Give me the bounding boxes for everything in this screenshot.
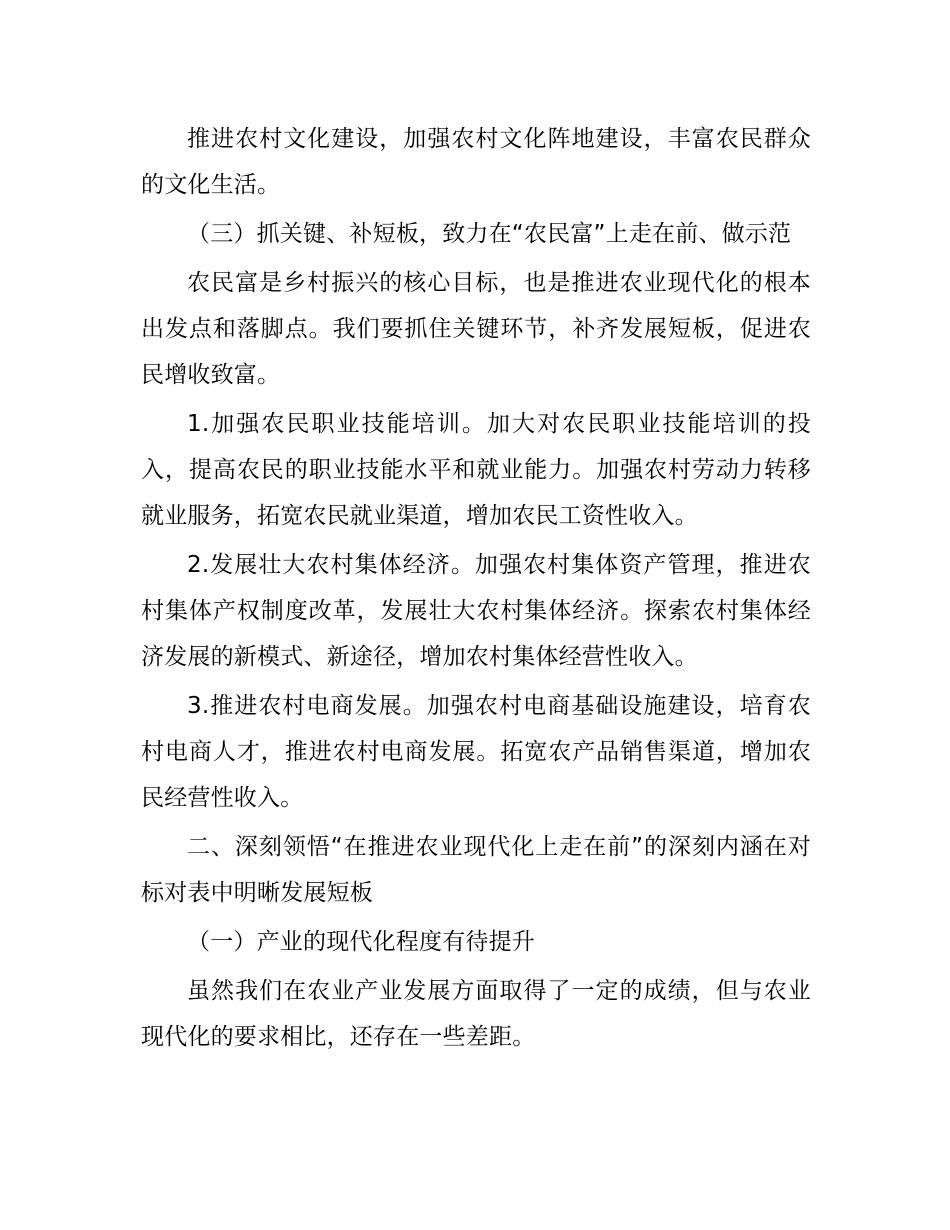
chapter-heading-two: 二、深刻领悟“在推进农业现代化上走在前”的深刻内涵在对标对表中明晰发展短板 xyxy=(141,834,811,906)
section-heading-farmers-rich: （三）抓关键、补短板，致力在“农民富”上走在前、做示范 xyxy=(187,221,792,247)
paragraph-vocational-training: 1.加强农民职业技能培训。加大对农民职业技能培训的投入，提高农民的职业技能水平和就业能力。加强农村劳动力转移就业服务，拓宽农民就业渠道，增加农民工资性收入。 xyxy=(141,411,811,529)
document-body xyxy=(141,116,811,1063)
paragraph-rural-ecommerce: 3.推进农村电商发展。加强农村电商基础设施建设，培育农村电商人才，推进农村电商发展。拓宽农产品销售渠道，增加农民经营性收入。 xyxy=(141,693,811,811)
paragraph-farmers-rich-goal: 农民富是乡村振兴的核心目标，也是推进农业现代化的根本出发点和落脚点。我们要抓住关键环节，补齐发展短板，促进农民增收致富。 xyxy=(141,270,811,388)
paragraph-industry-gap: 虽然我们在农业产业发展方面取得了一定的成绩，但与农业现代化的要求相比，还存在一些差距。 xyxy=(141,978,811,1050)
paragraph-collective-economy: 2.发展壮大农村集体经济。加强农村集体资产管理，推进农村集体产权制度改革，发展壮大农村集体经济。探索农村集体经济发展的新模式、新途径，增加农村集体经营性收入。 xyxy=(141,552,811,670)
paragraph-culture-construction: 推进农村文化建设，加强农村文化阵地建设，丰富农民群众的文化生活。 xyxy=(141,126,811,198)
section-heading-industry-modernization: （一）产业的现代化程度有待提升 xyxy=(187,929,535,955)
